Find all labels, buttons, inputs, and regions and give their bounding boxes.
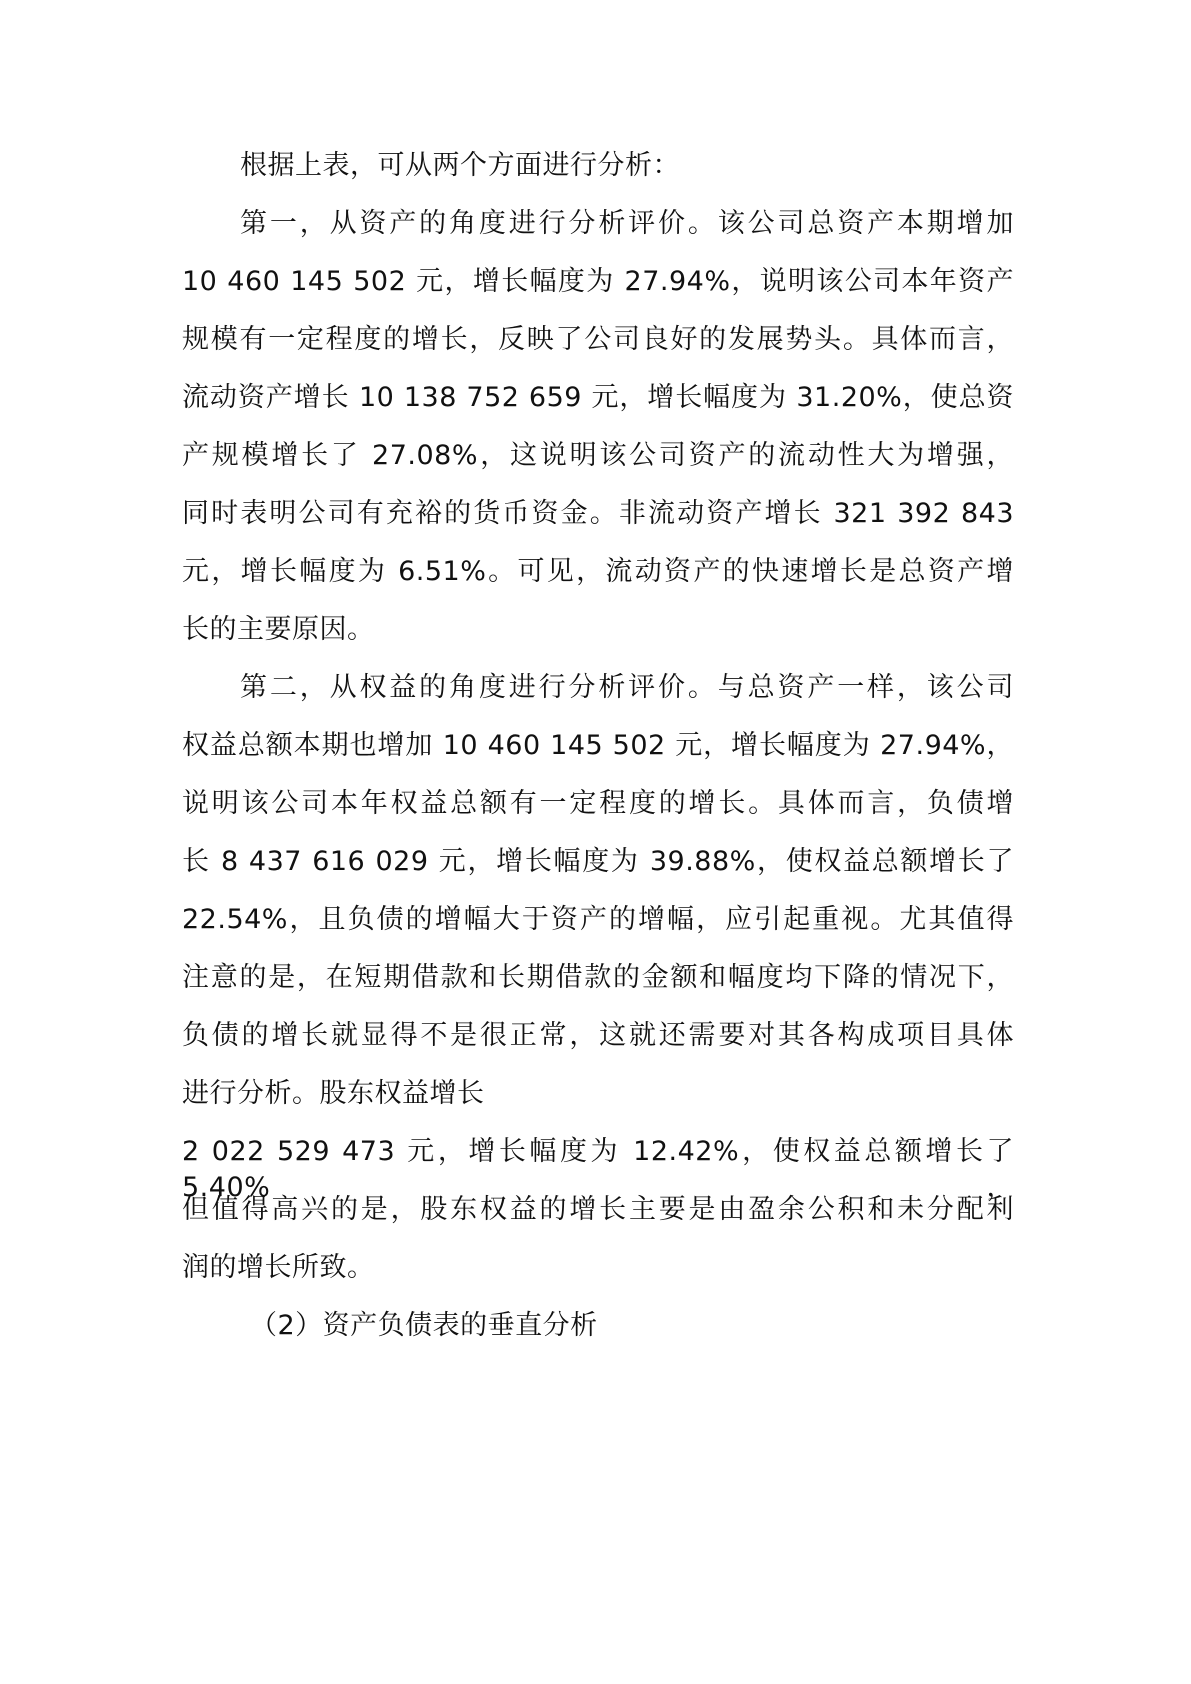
para2-line-5: 22.54%，且负债的增幅大于资产的增幅，应引起重视。尤其值得 [182,904,1014,935]
para2-line-3: 说明该公司本年权益总额有一定程度的增长。具体而言，负债增 [182,788,1014,819]
para1-line-4: 流动资产增长 10 138 752 659 元，增长幅度为 31.20%，使总资 [182,382,1014,413]
para2-line-6: 注意的是，在短期借款和长期借款的金额和幅度均下降的情况下， [182,962,1014,993]
para2-line-9: 2 022 529 473 元，增长幅度为 12.42%，使权益总额增长了 5.40%， [182,1136,1014,1203]
para2-line-4: 长 8 437 616 029 元，增长幅度为 39.88%，使权益总额增长了 [182,846,1014,877]
para2-line-8: 进行分析。股东权益增长 [182,1078,485,1109]
para2-line-2: 权益总额本期也增加 10 460 145 502 元，增长幅度为 27.94%， [182,730,1014,761]
para1-line-8: 长的主要原因。 [182,614,375,645]
para2-line-10: 但值得高兴的是，股东权益的增长主要是由盈余公积和未分配利 [182,1194,1014,1225]
para2-line-1: 第二，从权益的角度进行分析评价。与总资产一样，该公司 [240,672,1014,703]
para1-line-7: 元，增长幅度为 6.51%。可见，流动资产的快速增长是总资产增 [182,556,1014,587]
para1-line-5: 产规模增长了 27.08%，这说明该公司资产的流动性大为增强， [182,440,1014,471]
para2-line-11: 润的增长所致。 [182,1252,375,1283]
section-heading: （2）资产负债表的垂直分析 [250,1310,598,1341]
para1-line-6: 同时表明公司有充裕的货币资金。非流动资产增长 321 392 843 [182,498,1014,529]
para1-line-2: 10 460 145 502 元，增长幅度为 27.94%，说明该公司本年资产 [182,266,1014,297]
para2-line-7: 负债的增长就显得不是很正常，这就还需要对其各构成项目具体 [182,1020,1014,1051]
intro-line: 根据上表，可从两个方面进行分析： [240,150,680,181]
para1-line-1: 第一，从资产的角度进行分析评价。该公司总资产本期增加 [240,208,1014,239]
para1-line-3: 规模有一定程度的增长，反映了公司良好的发展势头。具体而言， [182,324,1014,355]
